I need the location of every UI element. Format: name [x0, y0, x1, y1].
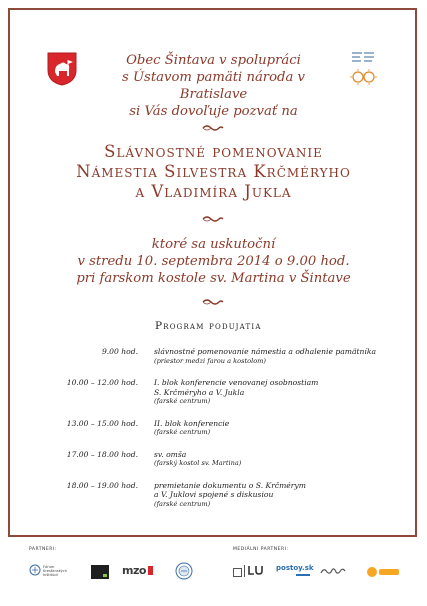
program-note: (farské centrum)	[154, 397, 211, 405]
ornament-divider-icon	[202, 215, 224, 223]
program-time: 18.00 – 19.00 hod.	[66, 480, 138, 490]
partners-label: PARTNERI:	[29, 547, 57, 552]
details-line-1: ktoré sa uskutoční	[151, 237, 276, 252]
details-line-2: v stredu 10. septembra 2014 o 9.00 hod.	[77, 254, 350, 269]
program-note: (farské centrum)	[154, 499, 211, 508]
program-time: 9.00 hod.	[101, 347, 138, 356]
invitation-intro	[90, 52, 337, 120]
program-line: slávnostné pomenovanie námestia a odhalenie pamätníka	[154, 347, 376, 356]
program-description	[154, 481, 400, 510]
lumen-logo-icon	[366, 566, 400, 578]
program-description	[154, 450, 400, 469]
event-title	[20, 142, 407, 202]
program-time: 17.00 – 18.00 hod.	[66, 449, 138, 459]
program-line: sv. omša	[154, 449, 187, 459]
program-heading: Program podujatia	[155, 320, 262, 332]
partner-forum: Fórum Kresťanských Inštitúcií	[43, 565, 67, 578]
forum-logo-icon	[29, 564, 41, 576]
program-description	[154, 347, 400, 366]
program-line: premietanie dokumentu o S. Krčmérym	[154, 480, 306, 490]
program-item	[60, 347, 400, 366]
partner-mzo: mzo	[122, 564, 146, 577]
script-media-logo-icon	[320, 566, 346, 576]
program-item	[60, 419, 400, 438]
heraldic-lamb-crest-icon	[47, 52, 77, 86]
postoy-underline-icon	[296, 574, 310, 576]
program-note: (priestor medzi farou a kostolom)	[154, 356, 266, 365]
program-line: a V. Juklovi spojené s diskusiou	[154, 490, 274, 499]
lux-divider-icon	[244, 565, 245, 577]
program-item	[60, 481, 400, 510]
program-line: II. blok konferencie	[154, 418, 230, 428]
partner-dark-logo-icon	[91, 565, 109, 579]
lux-mark-icon	[233, 568, 242, 577]
ornament-divider-icon	[202, 298, 224, 306]
media-partners-label: MEDIÁLNI PARTNERI:	[233, 547, 289, 552]
intro-line-1: Obec Šintava v spolupráci	[126, 53, 301, 68]
program-note: (farský kostol sv. Martina)	[154, 459, 242, 467]
program-line: I. blok konferencie venovanej osobnostiam	[154, 378, 319, 387]
ornament-divider-icon	[202, 124, 224, 132]
title-line-3: a Vladimíra Jukla	[135, 182, 292, 201]
program-line: S. Krčméryho a V. Jukla	[154, 387, 245, 397]
intro-line-2: s Ústavom pamäti národa v Bratislave	[121, 70, 305, 102]
program-note: (farské centrum)	[154, 428, 211, 436]
details-line-3: pri farskom kostole sv. Martina v Šintave	[76, 271, 351, 286]
lux-logo-icon	[248, 565, 264, 575]
media-postoy: postoy.sk	[276, 564, 314, 572]
program-item	[60, 378, 400, 407]
title-line-2: Námestia Silvestra Krčméryho	[76, 162, 351, 181]
title-line-1: Slávnostné pomenovanie	[104, 142, 323, 161]
event-details	[50, 236, 377, 287]
program-description	[154, 378, 400, 407]
ustav-pamati-naroda-logo-icon	[350, 50, 378, 88]
mzo-mark-icon	[148, 566, 153, 575]
program-time: 10.00 – 12.00 hod.	[66, 378, 138, 387]
round-emblem-logo-icon	[175, 562, 193, 580]
program-item	[60, 450, 400, 469]
intro-line-3: si Vás dovoľuje pozvať na	[129, 104, 298, 119]
program-description	[154, 419, 400, 438]
program-time: 13.00 – 15.00 hod.	[66, 418, 138, 428]
program-list	[60, 347, 400, 521]
